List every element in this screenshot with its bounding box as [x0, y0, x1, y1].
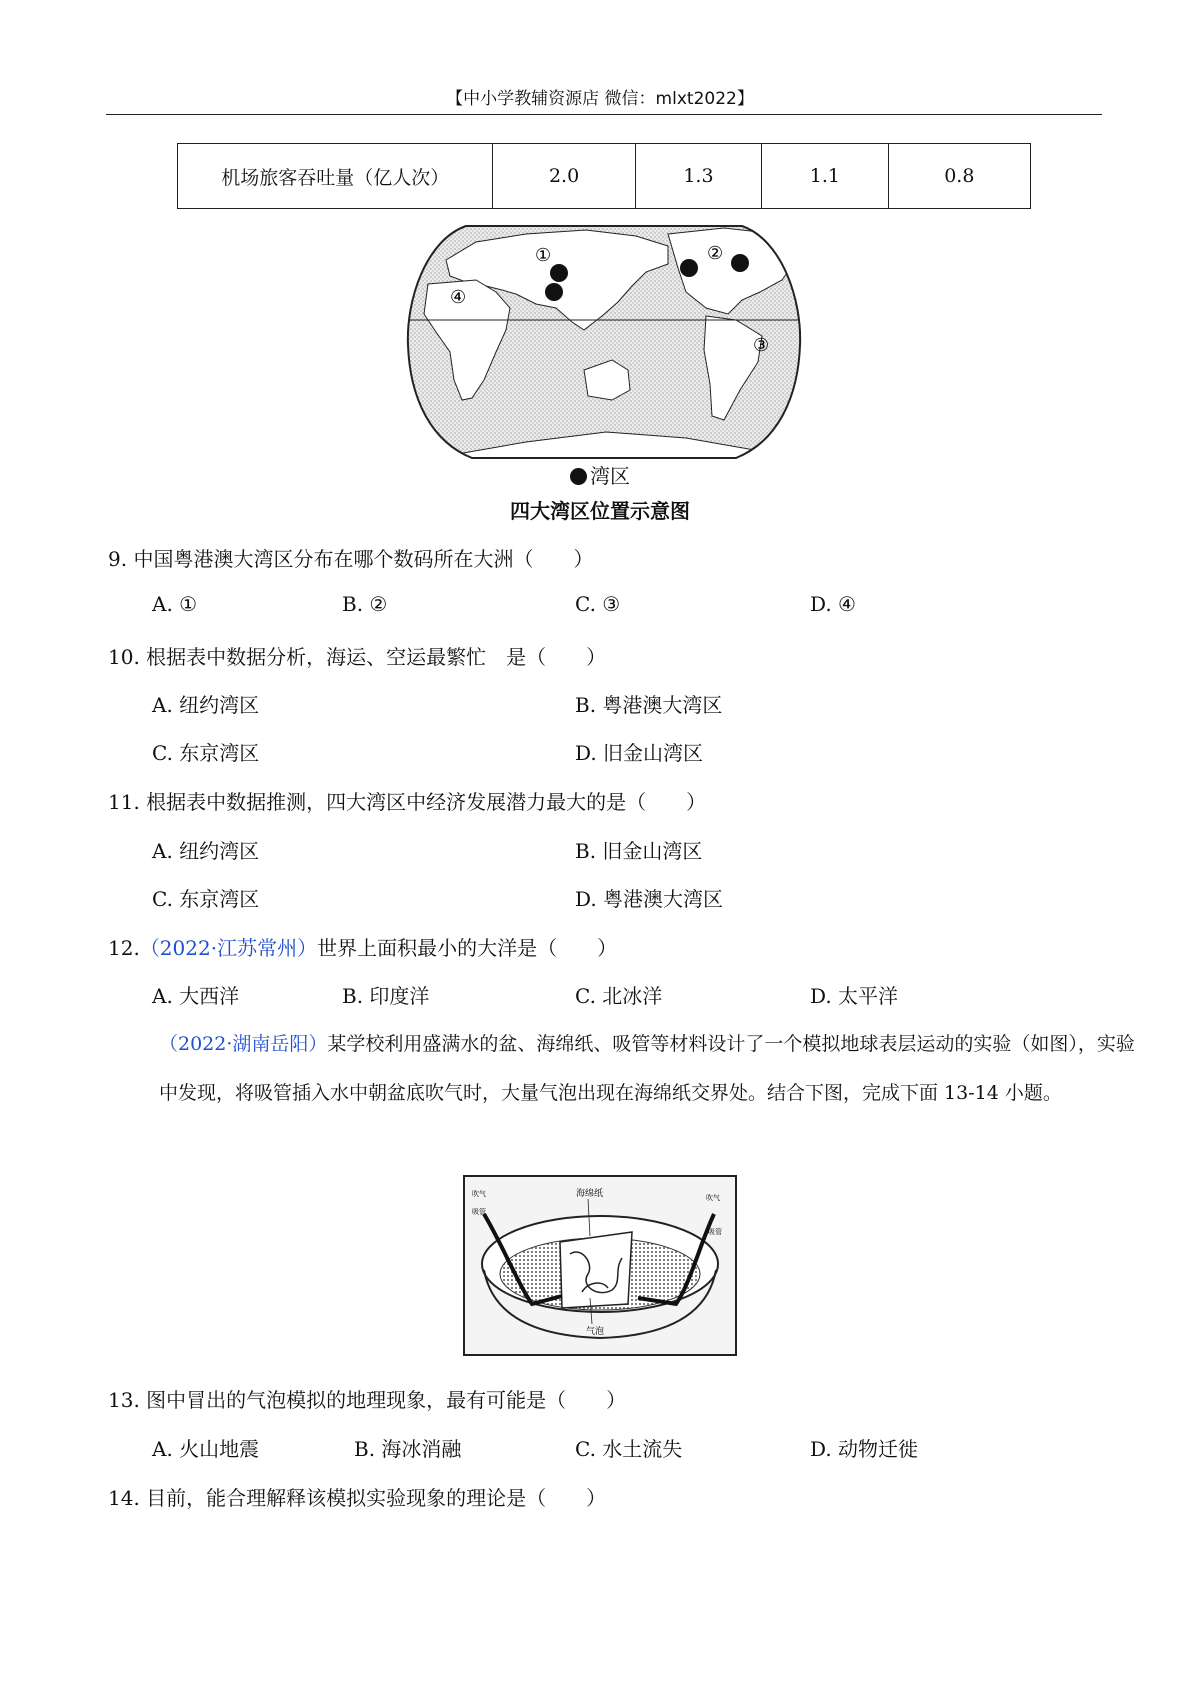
- tube-label-right: 吸管: [708, 1228, 722, 1236]
- question-12-stem-line: [108, 932, 617, 961]
- question-9-option-c: C. ③: [575, 592, 621, 616]
- passage-source: （2022·湖南岳阳）: [159, 1033, 328, 1055]
- table-cell: 0.8: [888, 144, 1030, 209]
- question-11-option-d: D. 粤港澳大湾区: [575, 887, 724, 911]
- question-9-option-a: A. ①: [152, 592, 198, 616]
- bubble-label: 气泡: [586, 1327, 605, 1337]
- question-10-option-d: D. 旧金山湾区: [575, 741, 704, 765]
- question-10-option-c: C. 东京湾区: [152, 741, 260, 765]
- continent-marker-1: ①: [535, 245, 552, 266]
- question-12-number: 12.: [108, 936, 140, 960]
- bay-area-marker: [545, 283, 563, 301]
- question-12-stem: 世界上面积最小的大洋是（ ）: [317, 936, 618, 960]
- map-caption: 四大湾区位置示意图: [510, 499, 690, 523]
- table-cell: 1.1: [762, 144, 888, 209]
- sponge-label: 海绵纸: [576, 1189, 604, 1199]
- question-12-option-d: D. 太平洋: [810, 984, 899, 1008]
- bay-area-marker: [680, 259, 698, 277]
- basin-experiment-illustration: [462, 1174, 738, 1357]
- experiment-figure: [462, 1174, 738, 1357]
- blow-label-left: 吹气: [472, 1190, 486, 1198]
- tube-label-left: 吸管: [472, 1208, 486, 1216]
- question-12-source: （2022·江苏常州）: [139, 936, 318, 960]
- table-cell: 1.3: [635, 144, 761, 209]
- question-12-option-c: C. 北冰洋: [575, 984, 663, 1008]
- question-11-option-a: A. 纽约湾区: [152, 839, 260, 863]
- question-10-stem: 10. 根据表中数据分析，海运、空运最繁忙 是（ ）: [108, 645, 607, 669]
- legend-label: 湾区: [590, 464, 630, 488]
- question-12-option-a: A. 大西洋: [152, 984, 240, 1008]
- question-9-option-b: B. ②: [342, 592, 388, 616]
- question-13-option-d: D. 动物迁徙: [810, 1437, 919, 1461]
- continent-marker-4: ④: [450, 287, 467, 308]
- question-13-option-a: A. 火山地震: [152, 1437, 260, 1461]
- question-9-stem: 9. 中国粤港澳大湾区分布在哪个数码所在大洲（ ）: [108, 547, 594, 571]
- continent-marker-3: ③: [753, 335, 770, 356]
- question-13-stem: 13. 图中冒出的气泡模拟的地理现象，最有可能是（ ）: [108, 1388, 627, 1412]
- world-map: [406, 220, 802, 464]
- world-map-figure: [406, 220, 802, 464]
- question-13-option-c: C. 水土流失: [575, 1437, 683, 1461]
- table-row-label: 机场旅客吞吐量（亿人次）: [178, 144, 493, 209]
- question-12-option-b: B. 印度洋: [342, 984, 430, 1008]
- header-divider: [106, 114, 1102, 115]
- question-13-option-b: B. 海冰消融: [354, 1437, 462, 1461]
- passage-text: 某学校利用盛满水的盆、海绵纸、吸管等材料设计了一个模拟地球表层运动的实验（如图），实验中发现，将吸管插入水中朝盆底吹气时，大量气泡出现在海绵纸交界处。结合下图，完成下面 13-14 小题。: [159, 1033, 1135, 1104]
- page-header: 【中小学教辅资源店 微信：mlxt2022】: [446, 89, 754, 109]
- question-11-option-c: C. 东京湾区: [152, 887, 260, 911]
- question-14-stem: 14. 目前，能合理解释该模拟实验现象的理论是（ ）: [108, 1486, 607, 1510]
- continent-marker-2: ②: [707, 243, 724, 264]
- blow-label-right: 吹气: [706, 1194, 720, 1202]
- table-cell: 2.0: [493, 144, 635, 209]
- map-legend: [0, 460, 1200, 489]
- bay-area-dot-icon: [570, 468, 587, 485]
- experiment-passage: [114, 1020, 1139, 1118]
- table-row: [178, 144, 1031, 209]
- bay-area-marker: [731, 254, 749, 272]
- question-9-option-d: D. ④: [810, 592, 856, 616]
- question-10-option-a: A. 纽约湾区: [152, 693, 260, 717]
- question-10-option-b: B. 粤港澳大湾区: [575, 693, 723, 717]
- bay-area-stats-table: [177, 143, 1031, 209]
- question-11-stem: 11. 根据表中数据推测，四大湾区中经济发展潜力最大的是（ ）: [108, 790, 707, 814]
- question-11-option-b: B. 旧金山湾区: [575, 839, 703, 863]
- bay-area-marker: [550, 264, 568, 282]
